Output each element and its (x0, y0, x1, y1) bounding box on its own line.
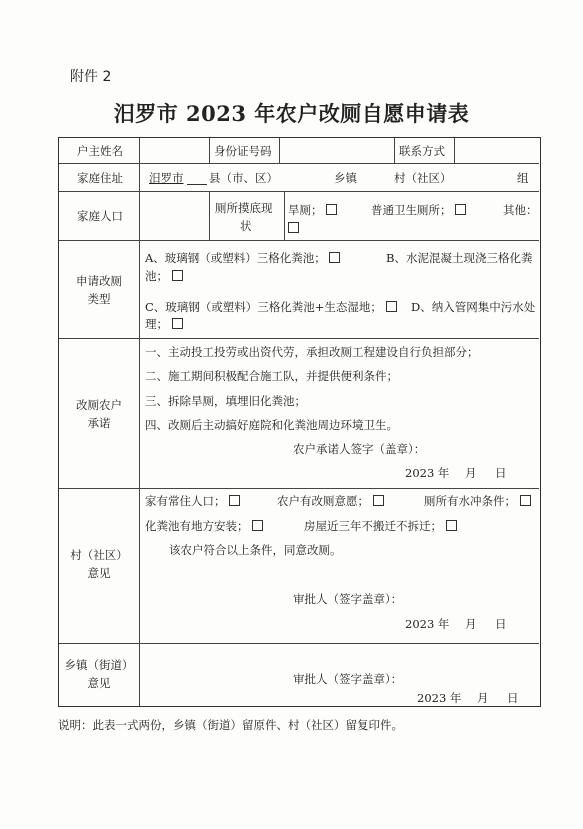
row-divider (59, 163, 539, 164)
id-number-field[interactable] (281, 140, 392, 161)
cond-space-checkbox[interactable] (252, 520, 263, 531)
householder-name-field[interactable] (141, 140, 207, 161)
town-date-day: 日 (507, 691, 519, 705)
column-divider (209, 138, 210, 163)
option-b-checkbox[interactable] (172, 270, 183, 281)
commit-date-month: 月 (465, 466, 477, 480)
address-underline (187, 184, 207, 185)
town-opinion-label-cont: 意见 (87, 676, 111, 690)
option-a-checkbox[interactable] (329, 252, 340, 263)
cond-no-relocation-label: 房屋近三年不搬迁不拆迁； (304, 519, 442, 533)
commitment-label-cont: 承诺 (87, 416, 111, 430)
village-approver-label: 审批人（签字盖章）： (293, 592, 403, 606)
column-divider (209, 191, 210, 240)
option-d-label-cont: 理； (145, 317, 168, 331)
apply-type-label-cont: 类型 (87, 292, 111, 306)
cond-resident-label: 家有常住人口； (145, 494, 226, 508)
commit-date-year: 2023 年 (405, 466, 450, 480)
family-size-label: 家庭人口 (77, 209, 123, 223)
address-county: 县（市、区） (209, 171, 278, 185)
commitment-label: 改厕农户 (76, 398, 122, 412)
commit-date-day: 日 (495, 466, 507, 480)
id-number-label: 身份证号码 (214, 144, 272, 158)
opt-other-label: 其他： (503, 203, 538, 217)
cond-resident-checkbox[interactable] (229, 495, 240, 506)
option-d-label: D、纳入管网集中污水处 (411, 300, 536, 314)
opt-dry-toilet-label: 旱厕； (288, 203, 323, 217)
normal-toilet-checkbox[interactable] (455, 204, 466, 215)
address-group: 组 (517, 171, 529, 185)
column-divider (139, 138, 140, 706)
cond-space-label: 化粪池有地方安装； (145, 519, 249, 533)
commitment-item: 四、改厕后主动搞好庭院和化粪池周边环境卫生。 (145, 418, 398, 432)
address-label: 家庭住址 (77, 171, 123, 185)
village-date-year: 2023 年 (405, 617, 450, 631)
cond-water-checkbox[interactable] (520, 495, 531, 506)
attachment-label: 附件 2 (70, 69, 112, 85)
other-toilet-checkbox[interactable] (288, 222, 299, 233)
toilet-status-label: 厕所摸底现 (215, 201, 273, 215)
commitment-item: 三、拆除旱厕，填埋旧化粪池； (145, 394, 306, 408)
contact-field[interactable] (456, 140, 536, 161)
option-d-checkbox[interactable] (172, 318, 183, 329)
village-opinion-label-cont: 意见 (87, 566, 111, 580)
cond-no-relocation-checkbox[interactable] (446, 520, 457, 531)
family-size-field[interactable] (141, 194, 207, 238)
town-approver-label: 审批人（签字盖章）： (293, 672, 403, 686)
form-title: 汨罗市 2023 年农户改厕自愿申请表 (113, 101, 470, 126)
address-township: 乡镇 (334, 171, 357, 185)
town-approver-field[interactable] (411, 668, 531, 688)
commitment-item: 一、主动投工投劳或出资代劳，承担改厕工程建设自行负担部分； (145, 345, 479, 359)
village-date-month: 月 (465, 617, 477, 631)
town-opinion-label: 乡镇（街道） (64, 658, 134, 672)
householder-name-label: 户主姓名 (77, 144, 123, 158)
row-divider (59, 191, 539, 192)
option-a-label: A、玻璃钢（或塑料）三格化粪池； (145, 251, 326, 265)
cond-water-label: 厕所有水冲条件； (424, 494, 516, 508)
town-date-year: 2023 年 (417, 691, 462, 705)
application-form (58, 137, 541, 707)
option-c-checkbox[interactable] (386, 301, 397, 312)
row-divider (59, 338, 539, 339)
apply-type-label: 申请改厕 (76, 274, 122, 288)
column-divider (284, 191, 285, 240)
row-divider (59, 488, 539, 489)
farmer-signature-field[interactable] (431, 438, 531, 458)
option-c-label: C、玻璃钢（或塑料）三格化粪池+生态湿地； (145, 300, 382, 314)
cond-willing-checkbox[interactable] (373, 495, 384, 506)
column-divider (394, 138, 395, 163)
village-approver-field[interactable] (411, 588, 531, 608)
town-date-month: 月 (477, 691, 489, 705)
address-village: 村（社区） (394, 171, 452, 185)
row-divider (59, 240, 539, 241)
contact-label: 联系方式 (399, 144, 445, 158)
opt-normal-toilet-label: 普通卫生厕所； (371, 203, 452, 217)
address-city: 汨罗市 (149, 171, 184, 185)
cond-willing-label: 农户有改厕意愿； (277, 494, 369, 508)
column-divider (279, 138, 280, 163)
commitment-item: 二、施工期间积极配合施工队，并提供便利条件； (145, 369, 398, 383)
form-note: 说明：此表一式两份，乡镇（街道）留原件、村（社区）留复印件。 (58, 718, 403, 732)
row-divider (59, 643, 539, 644)
column-divider (454, 138, 455, 163)
option-b-label-cont: 池； (145, 269, 168, 283)
option-b-label: B、水泥混凝土现浇三格化粪 (386, 251, 533, 265)
dry-toilet-checkbox[interactable] (326, 204, 337, 215)
farmer-signature-label: 农户承诺人签字（盖章）： (293, 442, 426, 456)
village-opinion-label: 村（社区） (70, 548, 128, 562)
village-agree-text: 该农户符合以上条件，同意改厕。 (169, 543, 342, 557)
toilet-status-label-cont: 状 (240, 219, 252, 233)
village-date-day: 日 (495, 617, 507, 631)
